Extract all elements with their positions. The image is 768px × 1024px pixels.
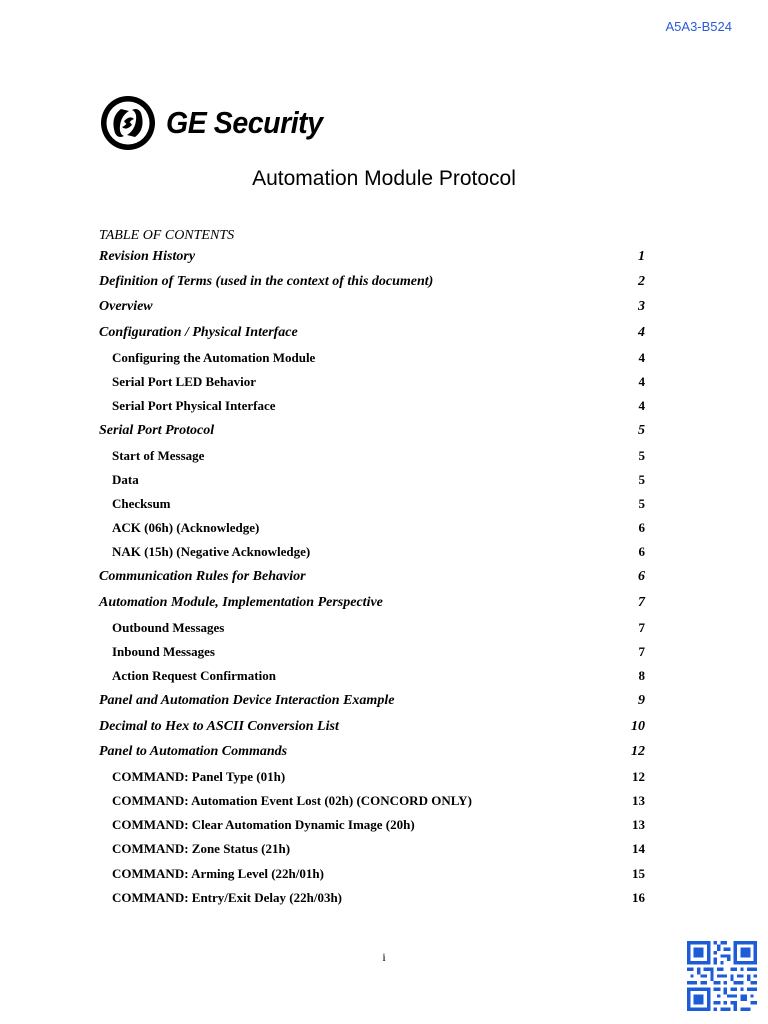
- toc-entry-page: 5: [638, 472, 645, 487]
- toc-entry-page: 2: [638, 274, 645, 289]
- toc-entry-page: 12: [631, 744, 645, 759]
- toc-entry-label: Outbound Messages: [112, 620, 225, 635]
- toc-entry-label: Revision History: [99, 249, 196, 264]
- qr-code-icon: [687, 941, 757, 1011]
- toc-entry-label: Decimal to Hex to ASCII Conversion List: [99, 719, 339, 734]
- toc-entry-label: Serial Port Physical Interface: [112, 398, 276, 413]
- toc-entry-label: Checksum: [112, 496, 171, 511]
- toc-entry-page: 8: [638, 668, 645, 683]
- toc-entry-page: 4: [638, 350, 645, 365]
- toc-entry-page: 15: [632, 866, 645, 881]
- toc-entry-label: NAK (15h) (Negative Acknowledge): [112, 544, 311, 559]
- brand-name: GE Security: [166, 105, 323, 140]
- toc-entry-page: 6: [638, 544, 645, 559]
- toc-entry-label: Serial Port LED Behavior: [112, 374, 257, 389]
- toc-entry-label: Configuring the Automation Module: [112, 350, 316, 365]
- toc-entry-page: 5: [638, 423, 645, 438]
- toc-entry-page: 6: [638, 520, 645, 535]
- toc-entry-label: Panel and Automation Device Interaction Example: [99, 693, 395, 708]
- brand-header: [100, 95, 336, 151]
- document-title: Automation Module Protocol: [252, 167, 516, 190]
- toc-entry-page: 7: [638, 595, 645, 610]
- toc-entry-page: 14: [632, 841, 645, 856]
- toc-entry-page: 5: [638, 448, 645, 463]
- toc-entry-page: 4: [638, 398, 645, 413]
- toc-entry-label: COMMAND: Entry/Exit Delay (22h/03h): [112, 890, 343, 905]
- toc-entry-label: COMMAND: Arming Level (22h/01h): [112, 866, 324, 881]
- toc-entry-label: Start of Message: [112, 448, 205, 463]
- toc-entry-page: 7: [638, 620, 645, 635]
- toc-entry-page: 13: [632, 793, 645, 808]
- toc-entry-page: 6: [638, 569, 645, 584]
- toc-entry-label: Configuration / Physical Interface: [99, 325, 298, 340]
- toc-entry-label: Definition of Terms (used in the context of this document): [99, 274, 434, 289]
- toc-entry-page: 5: [638, 496, 645, 511]
- toc-entry-page: 16: [632, 890, 645, 905]
- toc-entry-label: Serial Port Protocol: [99, 423, 215, 438]
- toc-entry-page: 3: [638, 299, 645, 314]
- document-id: A5A3-B524: [665, 19, 732, 34]
- toc-entry-page: 9: [638, 693, 645, 708]
- toc-entry-page: 13: [632, 817, 645, 832]
- toc-entry-label: Action Request Confirmation: [112, 668, 276, 683]
- toc-entry-label: Automation Module, Implementation Perspective: [99, 595, 383, 610]
- toc-entry-page: 10: [631, 719, 645, 734]
- toc-heading: TABLE OF CONTENTS: [99, 228, 235, 243]
- toc-entry-page: 4: [638, 374, 645, 389]
- toc-entry-page: 1: [638, 249, 645, 264]
- toc-entry-label: Overview: [99, 299, 153, 314]
- ge-monogram-icon: [100, 95, 156, 151]
- toc-entry-label: Data: [112, 472, 139, 487]
- toc-entry-label: COMMAND: Automation Event Lost (02h) (CONCORD ONLY): [112, 793, 472, 808]
- toc-entry-label: Panel to Automation Commands: [99, 744, 288, 759]
- toc-entry-page: 4: [638, 325, 645, 340]
- toc-entry-page: 12: [632, 769, 645, 784]
- page-number: i: [382, 950, 386, 964]
- toc-entry-label: COMMAND: Clear Automation Dynamic Image (20h): [112, 817, 415, 832]
- toc-entry-label: Communication Rules for Behavior: [99, 569, 306, 584]
- toc-entry-label: COMMAND: Zone Status (21h): [112, 841, 291, 856]
- toc-entry-label: ACK (06h) (Acknowledge): [112, 520, 260, 535]
- toc-entry-page: 7: [638, 644, 645, 659]
- toc-entry-label: COMMAND: Panel Type (01h): [112, 769, 286, 784]
- toc-entry-label: Inbound Messages: [112, 644, 215, 659]
